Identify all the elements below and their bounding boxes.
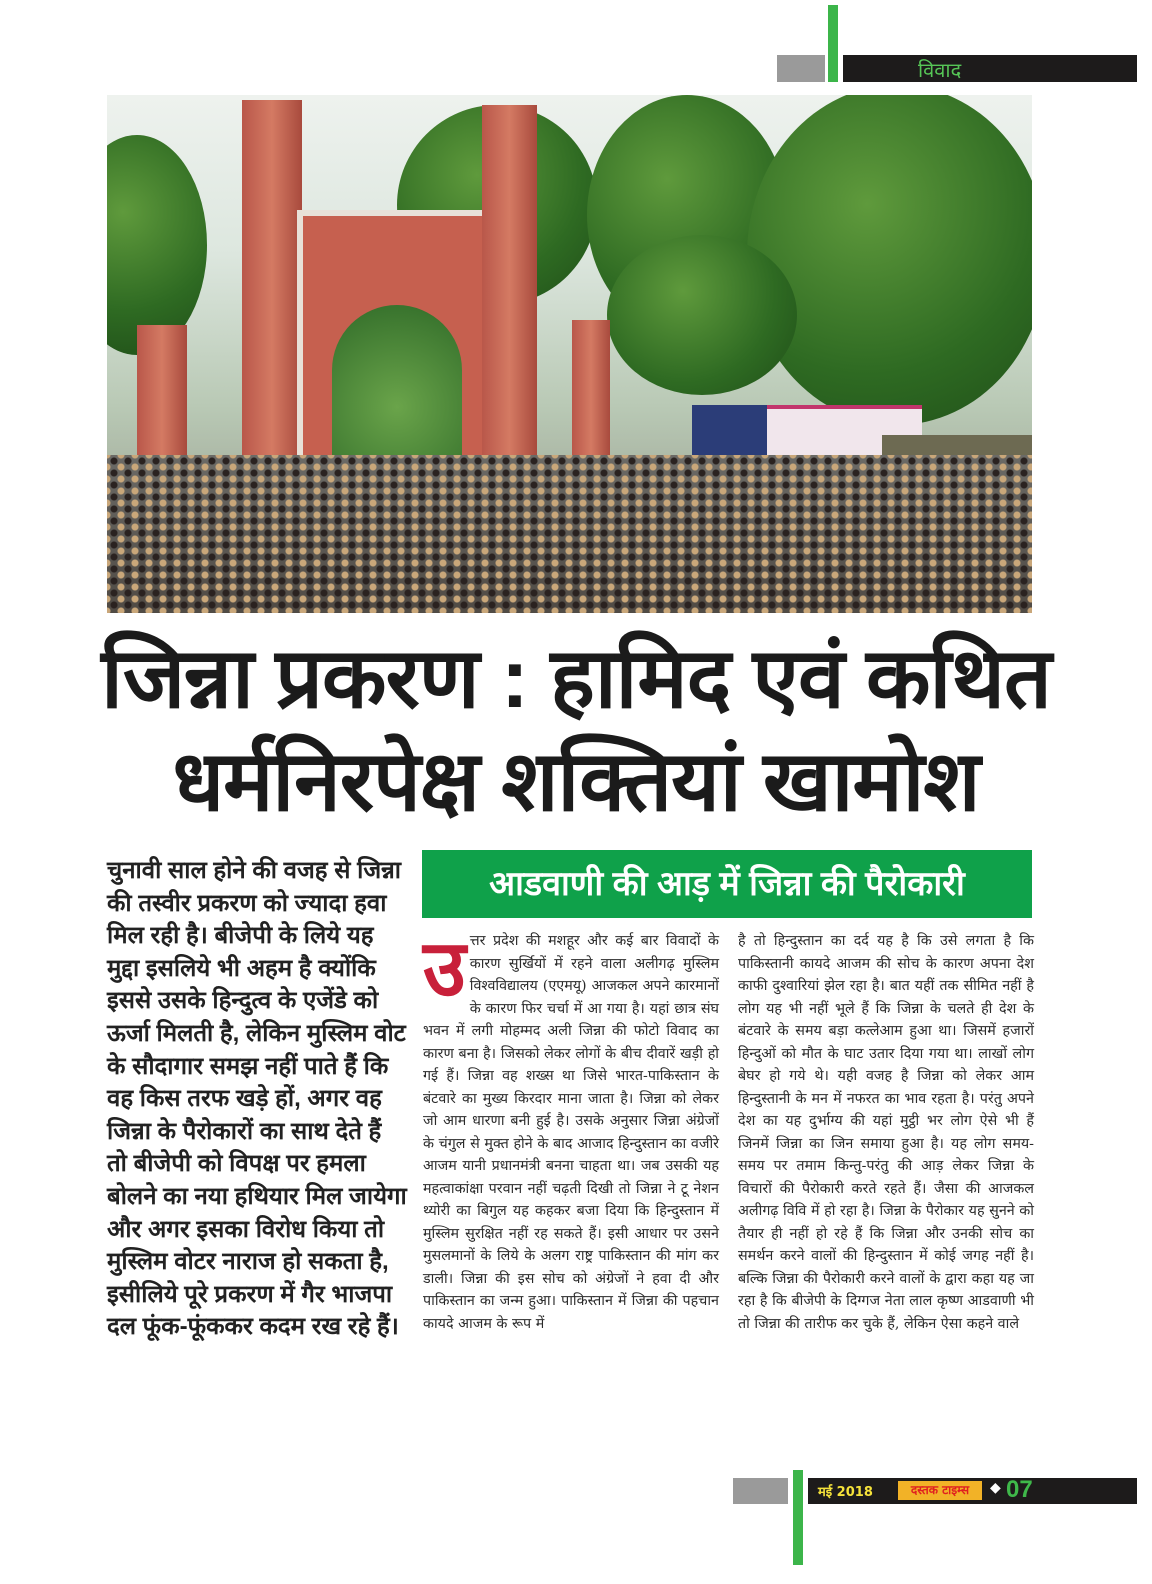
page-number: 07: [1006, 1476, 1033, 1503]
article-column-2: है तो हिन्दुस्तान का दर्द यह है कि उसे लगता है कि पाकिस्तानी कायदे आजम की सोच के कारण अपना देश काफी दुश्वारियां झेल रहा है। बात यहीं तक सीमित नहीं है लोग यह भी नहीं भूले हैं कि जिन्ना के चलते ही देश के बंटवारे के समय बड़ा कत्लेआम हुआ था। जिसमें हजारों हिन्दुओं को मौत के घाट उतार दिया गया था। लाखों लोग बेघर हो गये थे। यही वजह है जिन्ना को लेकर आम हिन्दुस्तानी के मन में नफरत का भाव रहता है। परंतु अपने देश का यह दुर्भाग्य की यहां मुट्ठी भर लोग ऐसे भी हैं जिनमें जिन्ना का जिन समाया हुआ है। यह लोग समय-समय पर तमाम किन्तु-परंतु की आड़ लेकर जिन्ना के विचारों की पैरोकारी करते रहते हैं। जैसा की आजकल अलीगढ़ विवि में हो रहा है। जिन्ना के पैरोकार यह सुनने को तैयार ही नहीं हो रहे हैं कि जिन्ना और उनकी सोच का समर्थन करने वालों की हिन्दुस्तान में कोई जगह नहीं है। बल्कि जिन्ना की पैरोकारी करने वालों के द्वारा कहा यह जा रहा है कि बीजेपी के दिग्गज नेता लाल कृष्ण आडवाणी भी तो जिन्ना की तारीफ कर चुके हैं, लेकिन ऐसा कहने वाले: [738, 933, 1034, 1332]
header-grey-block: [777, 55, 825, 82]
headline-line-1: जिन्ना प्रकरण : हामिद एवं कथित: [101, 631, 1051, 725]
article-text-1: त्तर प्रदेश की मशहूर और कई बार विवादों के कारण सुर्खियों में रहने वाला अलीगढ़ मुस्लिम विश्वविद्यालय (एएमयू) आजकल अपने कारमानों के कारण फिर चर्चा में आ गया है। यहां छात्र संघ भवन में लगी मोहम्मद अली जिन्ना की फोटो विवाद का कारण बना है। जिसको लेकर लोगों के बीच दीवारें खड़ी हो गई हैं। जिन्ना वह शख्स था जिसे भारत-पाकिस्तान के बंटवारे का मुख्य किरदार माना जाता है। जिन्ना को लेकर जो आम धारणा बनी हुई है। उसके अनुसार जिन्ना अंग्रेजों के चंगुल से मुक्त होने के बाद आजाद हिन्दुस्तान का वजीरे आजम यानी प्रधानमंत्री बनना चाहता था। जब उसकी यह महत्वाकांक्षा परवान नहीं चढ़ती दिखी तो जिन्ना ने टू नेशन थ्योरी का बिगुल यह कहकर बजा दिया कि हिन्दुस्तान में मुस्लिम सुरक्षित नहीं रह सकते हैं। इसी आधार पर उसने मुसलमानों के लिये के अलग राष्ट्र पाकिस्तान की मांग कर डाली। जिन्ना की इस सोच को अंग्रेजों ने हवा दी और पाकिस्तान का जन्म हुआ। पाकिस्तान में जिन्ना की पहचान कायदे आजम के रूप में: [423, 933, 719, 1332]
header-green-stripe: [828, 5, 838, 82]
minaret-right: [482, 105, 537, 465]
footer-bar: [808, 1478, 1137, 1504]
gate-arch: [332, 305, 462, 475]
section-label: विवाद: [918, 58, 962, 82]
issue-date: मई 2018: [818, 1485, 873, 1500]
diamond-separator-icon: ◆: [990, 1480, 1001, 1496]
sidebar-pull-quote: चुनावी साल होने की वजह से जिन्ना की तस्वीर प्रकरण को ज्यादा हवा मिल रही है। बीजेपी के लिये यह मुद्दा इसलिये भी अहम है क्योंकि इससे उसके हिन्दुत्व के एजेंडे को ऊर्जा मिलती है, लेकिन मुस्लिम वोट के सौदागार समझ नहीं पाते हैं कि वह किस तरफ खड़े हों, अगर वह जिन्ना के पैरोकारों का साथ देते हैं तो बीजेपी को विपक्ष पर हमला बोलने का नया हथियार मिल जायेगा और अगर इसका विरोध किया तो मुस्लिम वोटर नाराज हो सकता है, इसीलिये पूरे प्रकरण में गैर भाजपा दल फूंक-फूंककर कदम रख रहे हैं।: [107, 857, 407, 1341]
palm-tree: [607, 235, 797, 395]
section-header-bar: [843, 55, 1137, 82]
hoarding-blue: [692, 405, 772, 460]
article-photo-amu-gate-crowd: [107, 95, 1032, 613]
footer-grey-block: [733, 1478, 788, 1504]
tree: [747, 95, 1032, 425]
minaret-left: [242, 100, 302, 465]
article-column-1: [423, 924, 719, 1335]
crowd: [107, 455, 1032, 613]
headline-line-2: धर्मनिरपेक्ष शक्तियां खामोश: [172, 734, 980, 828]
publication-logo: दस्तक टाइम्स: [898, 1481, 982, 1500]
subheadline-banner: आडवाणी की आड़ में जिन्ना की पैरोकारी: [422, 850, 1032, 918]
palm-tree: [107, 135, 207, 355]
drop-cap: उ: [423, 924, 466, 1014]
small-tower: [572, 320, 610, 470]
small-tower: [137, 325, 187, 465]
footer-green-stripe: [793, 1470, 803, 1565]
